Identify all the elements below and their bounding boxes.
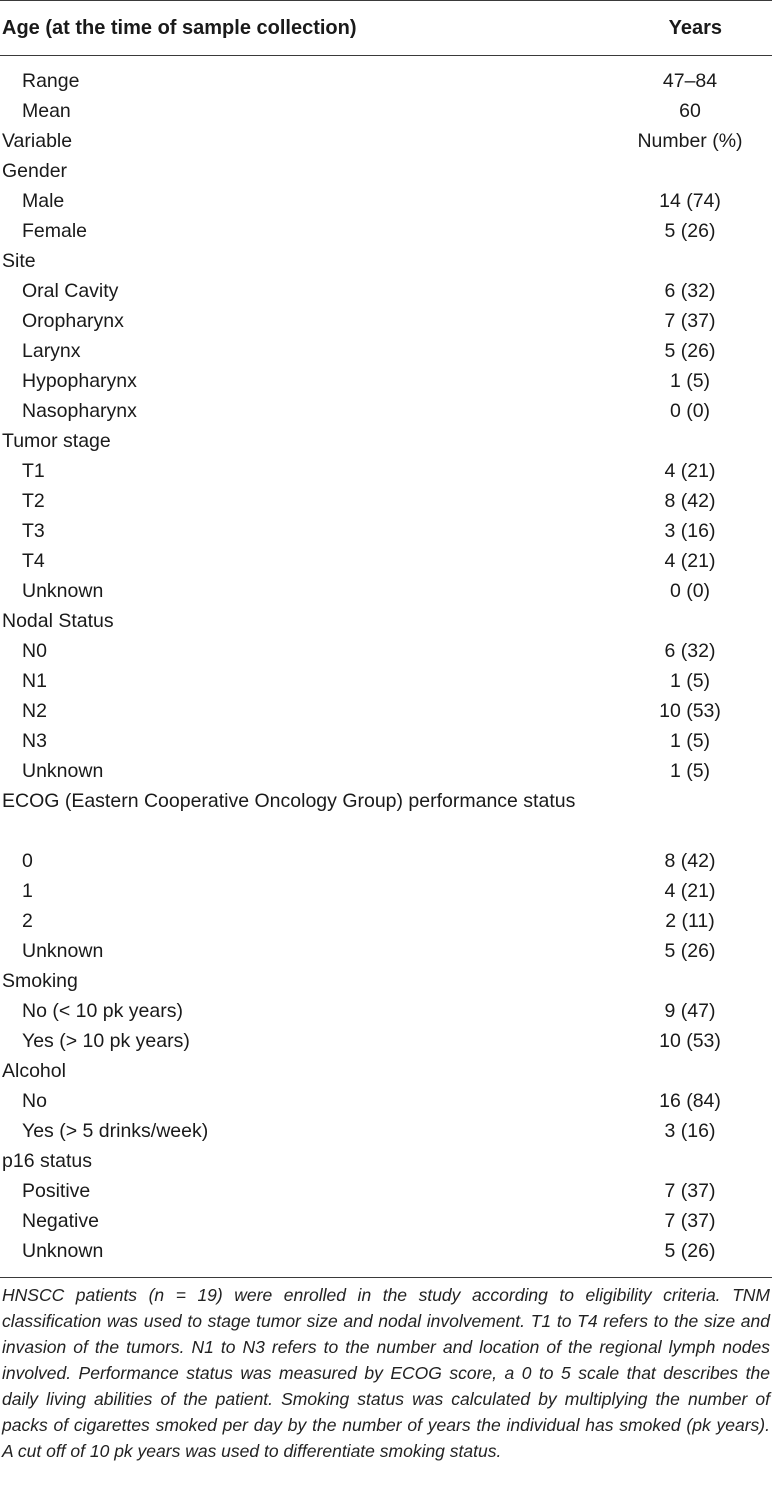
row-value: 0 (0) [669,400,711,422]
table-bottom-rule [0,1277,772,1278]
table-row [0,786,772,846]
row-value: 16 (84) [659,1090,721,1112]
row-label: Hypopharynx [22,370,137,392]
row-label: Unknown [22,760,104,782]
table-row [0,366,772,396]
row-label: Larynx [22,340,81,362]
table-row [0,606,772,636]
table-row [0,576,772,606]
row-label: Negative [22,1210,99,1232]
row-label: N0 [22,640,47,662]
row-label: Unknown [22,940,104,962]
table-header [0,0,772,56]
table-row [0,1086,772,1116]
table-row [0,1146,772,1176]
row-value: 4 (21) [664,880,716,902]
row-label: Oropharynx [22,310,124,332]
row-label: No (< 10 pk years) [22,1000,183,1022]
table-row [0,1026,772,1056]
table-row [0,486,772,516]
row-value: 2 (11) [665,910,715,932]
table-body [0,66,772,1266]
row-label: Male [22,190,65,212]
table-row [0,546,772,576]
table-row [0,876,772,906]
row-label: Unknown [22,580,104,602]
row-value: 1 (5) [669,730,711,752]
row-label: ECOG (Eastern Cooperative Oncology Group) performance status [2,790,576,812]
row-value: 10 (53) [659,700,721,722]
row-label: N3 [22,730,47,752]
row-label: p16 status [2,1150,92,1172]
row-label: T1 [22,460,45,482]
header-age-label: Age (at the time of sample collection) [2,17,357,39]
row-value: 5 (26) [664,1240,716,1262]
row-value: 5 (26) [664,220,716,242]
table-row [0,1116,772,1146]
row-label: Oral Cavity [22,280,119,302]
table-row [0,426,772,456]
row-label: Nodal Status [2,610,114,632]
row-label: 2 [22,910,33,932]
table-row [0,966,772,996]
header-years-label: Years [668,17,722,39]
row-label: 1 [22,880,33,902]
row-value: 1 (5) [669,370,711,392]
row-value: 5 (26) [664,340,716,362]
row-label: T3 [22,520,45,542]
row-value: 5 (26) [664,940,716,962]
table-row [0,186,772,216]
row-value: Number (%) [637,130,743,152]
table-row [0,336,772,366]
row-label: Gender [2,160,68,182]
table-row [0,1236,772,1266]
row-value: 9 (47) [664,1000,716,1022]
table-row [0,156,772,186]
row-label: N1 [22,670,47,692]
table-row [0,516,772,546]
row-label: Yes (> 10 pk years) [22,1030,190,1052]
table-row [0,756,772,786]
row-value: 8 (42) [664,490,716,512]
table-footnote: HNSCC patients (n = 19) were enrolled in the study according to eligibility criteria. TNM classification was used to stage tumor size and nodal involvement. T1 to T4 refers to the size and invasion of the tumors. N1 to N3 refers to the number and location of the regional lymph nodes involved. Performance status was measured by ECOG score, a 0 to 5 scale that describes the daily living abilities of the patient. Smoking status was calculated by multiplying the number of packs of cigarettes smoked per day by the number of years the individual has smoked (pk years). A cut off of 10 pk years was used to differentiate smoking status. [2,1285,770,1461]
row-value: 8 (42) [664,850,716,872]
row-label: N2 [22,700,47,722]
table-row [0,246,772,276]
row-label: Range [22,70,80,92]
row-value: 10 (53) [659,1030,721,1052]
row-value: 7 (37) [664,1210,716,1232]
row-label: 0 [22,850,33,872]
row-value: 7 (37) [664,1180,716,1202]
row-value: 3 (16) [664,1120,716,1142]
row-value: 4 (21) [664,550,716,572]
table-row [0,636,772,666]
table-row [0,96,772,126]
table-row [0,126,772,156]
table-row [0,1176,772,1206]
row-label: Nasopharynx [22,400,137,422]
table-row [0,1056,772,1086]
row-value: 1 (5) [669,760,711,782]
row-label: Smoking [2,970,78,992]
row-value: 6 (32) [664,640,716,662]
row-value: 0 (0) [669,580,711,602]
row-value: 7 (37) [664,310,716,332]
row-label: Site [2,250,36,272]
table-row [0,996,772,1026]
table-row [0,66,772,96]
table-row [0,726,772,756]
table-row [0,396,772,426]
table-row [0,276,772,306]
table-row [0,456,772,486]
row-value: 60 [679,100,701,122]
table-row [0,936,772,966]
row-label: Alcohol [2,1060,66,1082]
row-label: T4 [22,550,45,572]
table-row [0,306,772,336]
row-value: 14 (74) [659,190,721,212]
row-label: Tumor stage [2,430,111,452]
row-value: 3 (16) [664,520,716,542]
row-label: Unknown [22,1240,104,1262]
row-label: Female [22,220,88,242]
row-label: Variable [2,130,73,152]
row-value: 6 (32) [664,280,716,302]
table-row [0,906,772,936]
row-label: T2 [22,490,45,512]
table-row [0,696,772,726]
table-row [0,1206,772,1236]
row-label: No [22,1090,47,1112]
row-value: 47–84 [662,70,718,92]
table-row [0,666,772,696]
row-label: Positive [22,1180,91,1202]
row-label: Yes (> 5 drinks/week) [22,1120,209,1142]
row-label: Mean [22,100,71,122]
row-value: 1 (5) [669,670,711,692]
table-row [0,846,772,876]
table-row [0,216,772,246]
row-value: 4 (21) [664,460,716,482]
